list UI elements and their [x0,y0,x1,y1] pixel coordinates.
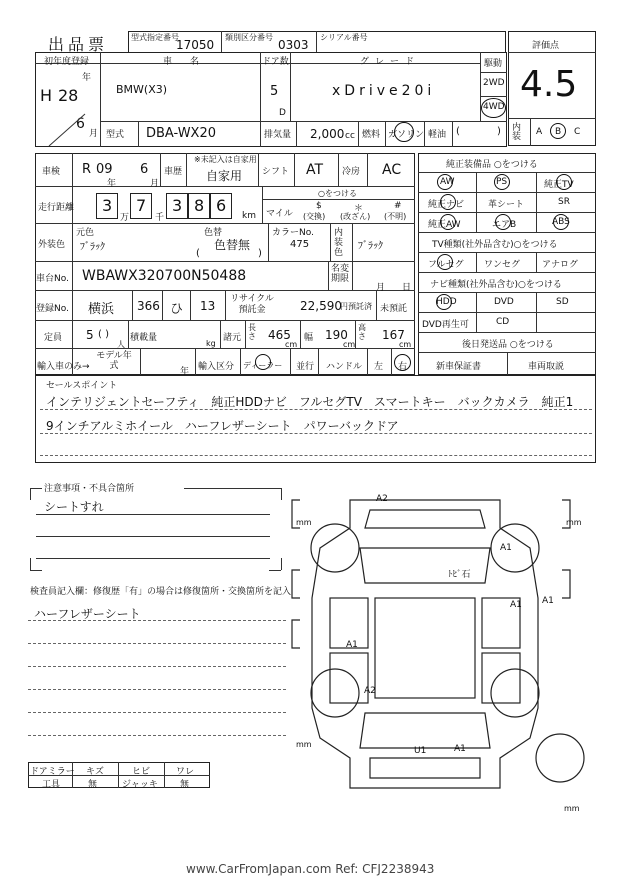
equip-ps: PS [496,177,508,187]
mileage-digit-2: 7 [136,196,147,215]
notes-label: 注意事項・不具合箇所 [44,484,135,494]
equip-leather: 革シート [488,200,525,210]
fuel-gasoline-circle [394,122,414,142]
equip-aw: AW [440,177,455,187]
color-no-label: カラーNo. [272,228,314,238]
original-color-value: ﾌﾞﾗｯｸ [80,242,105,253]
damage-mark: A1 [346,640,358,650]
history-label: 車歴 [164,167,183,177]
legend-r1-c2: キズ [86,767,104,777]
legend-r2-c2: 無 [88,780,98,790]
diagram-unit-4: mm [564,804,580,813]
mileage-unknown: (不明) [384,212,407,221]
equip-navi: 純正ナビ [428,200,465,210]
shaken-label: 車検 [42,167,61,177]
height-label: 高さ [358,323,366,341]
width-label: 幅 [304,333,314,343]
standard-title: 純正装備品 ○をつける [446,160,538,170]
rating-value: 4.5 [520,64,578,105]
diagram-unit-1: mm [296,518,312,527]
damage-mark: A1 [542,596,554,606]
handle-left: 左 [374,362,384,372]
equip-airbag: エアB [492,220,517,230]
shaken-era: R [82,162,92,177]
handle-label: ハンドル [326,362,363,372]
capacity-value: 5 [86,328,94,342]
cooler-value: AC [382,162,402,178]
mileage-circle-note: ○をつける [318,189,357,198]
damage-mark: ﾄﾋﾞ石 [448,570,471,580]
mileage-mile: マイル [266,209,293,219]
car-name-value: BMW(X3) [116,83,168,96]
legend-r1-c3: ヒビ [132,767,151,777]
mileage-digit-5: 6 [216,196,227,215]
fuel-label: 燃料 [362,130,381,140]
drive-4wd: 4WD [483,102,505,112]
first-reg-label: 初年度登録 [44,57,90,67]
cooler-label: 冷房 [342,167,361,177]
equip-tv: 純正TV [544,180,574,190]
doors-value: 5 [270,84,279,99]
type-designation-label: 型式指定番号 [131,33,179,42]
name-change-label: 名変期限 [331,264,350,284]
model-value: DBA-WX20 [146,126,217,141]
recycle-label: リサイクル預託金 [230,294,274,315]
import-dealer-circle [255,354,271,370]
import-parallel: 並行 [296,362,315,372]
registration-place: 横浜 [88,302,115,317]
navi-cd: CD [496,317,510,327]
mileage-digit-3: 3 [172,196,183,215]
docs-warranty: 新車保証書 [436,362,482,372]
length-value: 465 [268,328,291,342]
fuel-diesel: 軽油 [428,130,447,140]
capacity-label: 定員 [44,333,63,343]
colorchange-label: 色替 [204,228,223,238]
inspector-line-1: ハーフレザーシート [34,607,141,621]
legend-r2-c3: ジャッキ [122,780,158,790]
registration-number: 13 [200,299,216,313]
grade-label: グレード [360,57,421,67]
mileage-digit-1: 3 [102,196,113,215]
history-note: ※未記入は自家用 [194,155,257,164]
handle-right: 右 [398,362,408,372]
legend-r2-c4: 無 [180,780,190,790]
mileage-tamper: (改ざん) [340,212,371,221]
navi-dvd: DVD [494,297,514,307]
interior-grade-circle [550,123,566,139]
tv-oneseg: ワンセグ [484,260,521,270]
interior-label: 内装 [512,123,522,142]
handle-right-circle [394,354,411,371]
type-designation-value: 17050 [176,38,215,52]
legend-r2-c1: 工具 [42,780,61,790]
history-value: 自家用 [206,169,243,183]
import-label: 輸入車のみ→ [37,362,90,372]
docs-manual: 車両取説 [528,362,565,372]
length-label: 長さ [248,323,256,341]
displacement-label: 排気量 [264,130,292,140]
shift-value: AT [306,162,324,178]
equip-abs: ABS [552,217,570,227]
diagram-unit-2: mm [566,518,582,527]
first-reg-year: 28 [58,86,79,105]
legend-r1-c4: ワレ [176,767,195,777]
unpaid-label: 未預託 [380,304,408,314]
legend-r1-c1: ドアミラー [30,767,75,777]
navi-sd: SD [556,297,569,307]
damage-mark: A2 [376,494,388,504]
fuel-gasoline: ガソリン [388,130,425,140]
tv-title: TV種類(社外品含む)○をつける [432,240,558,250]
rating-label: 評価点 [532,41,560,51]
first-reg-month: 6 [76,116,85,132]
drive-label: 駆動 [484,59,503,69]
registration-label: 登録No. [36,304,69,314]
first-reg-era: H [40,86,53,105]
grade-value: xDrive20i [332,83,436,99]
dims-label: 諸元 [223,333,242,343]
exterior-label: 外装色 [38,240,66,250]
drive-4wd-circle [481,98,506,118]
damage-mark: A2 [364,686,376,696]
navi-dvd-play: DVD再生可 [422,320,469,330]
category-label: 類別区分番号 [225,33,273,42]
colorchange-value: 色替無 [214,238,251,252]
car-name-label: 車名 [163,57,218,67]
equip-genuine-aw: 純正AW [428,220,461,230]
inspector-label: 検査員記入欄：修復歴「有」の場合は修復箇所・交換箇所を記入 [30,587,292,597]
chassis-value: WBAWX320700N50488 [82,268,247,284]
doors-label: ドア数 [262,57,289,67]
sales-points-label: セールスポイント [46,381,118,391]
damage-mark: A1 [500,543,512,553]
sales-points-line-2: 9インチアルミホイール ハーフレザーシート パワーバックドア [46,419,399,433]
footer-watermark: www.CarFromJapan.com Ref: CFJ2238943 [186,862,435,876]
registration-class: 366 [137,299,160,313]
import-dealer: ディーラー [243,361,283,370]
interior-color-value: ﾌﾞﾗｯｸ [358,241,383,252]
shift-label: シフト [262,167,290,177]
color-no-value: 475 [290,239,310,250]
model-label: 型式 [106,130,125,140]
recycle-value: 22,590 [300,299,342,313]
equip-sr: SR [558,197,570,207]
interior-grade-a: A [536,127,543,137]
navi-hdd: HDD [436,297,457,307]
damage-mark: A1 [510,600,522,610]
tv-analog: アナログ [542,260,579,270]
damage-mark: A1 [454,744,466,754]
mileage-digit-4: 8 [194,196,205,215]
import-category-label: 輸入区分 [198,362,235,372]
first-reg-slash [35,52,101,147]
interior-grade-b: B [555,127,562,137]
shaken-month: 6 [140,162,149,177]
width-value: 190 [325,328,348,342]
car-damage-diagram [290,488,590,808]
model-year-label: モデル年式 [96,351,132,371]
notes-line-1: シートすれ [44,500,104,514]
mileage-swap: (交換) [303,212,326,221]
serial-label: シリアル番号 [320,33,368,42]
sales-points-line-1: インテリジェントセーフティ 純正HDDナビ フルセグTV スマートキー バックカメラ 純正1 [46,395,574,409]
form-title: 出品票 [48,35,109,54]
registration-kana: ひ [170,302,184,317]
load-label: 積載量 [130,333,158,343]
drive-2wd: 2WD [483,78,505,88]
docs-title: 後日発送品 ○をつける [462,340,554,350]
category-value: 0303 [278,38,309,52]
damage-mark: U1 [414,746,427,756]
diagram-unit-3: mm [296,740,312,749]
navi-title: ナビ種類(社外品含む)○をつける [430,280,562,290]
shaken-year: 09 [96,162,113,177]
displacement-value: 2,000 [310,127,345,141]
height-value: 167 [382,328,405,342]
tv-fullseg: フルセグ [428,260,464,270]
interior-grade-c: C [574,127,581,137]
original-color-label: 元色 [76,228,95,238]
mileage-label: 走行距離 [38,203,75,213]
chassis-label: 車台No. [36,274,69,284]
interior-color-label: 内装色 [334,228,344,258]
